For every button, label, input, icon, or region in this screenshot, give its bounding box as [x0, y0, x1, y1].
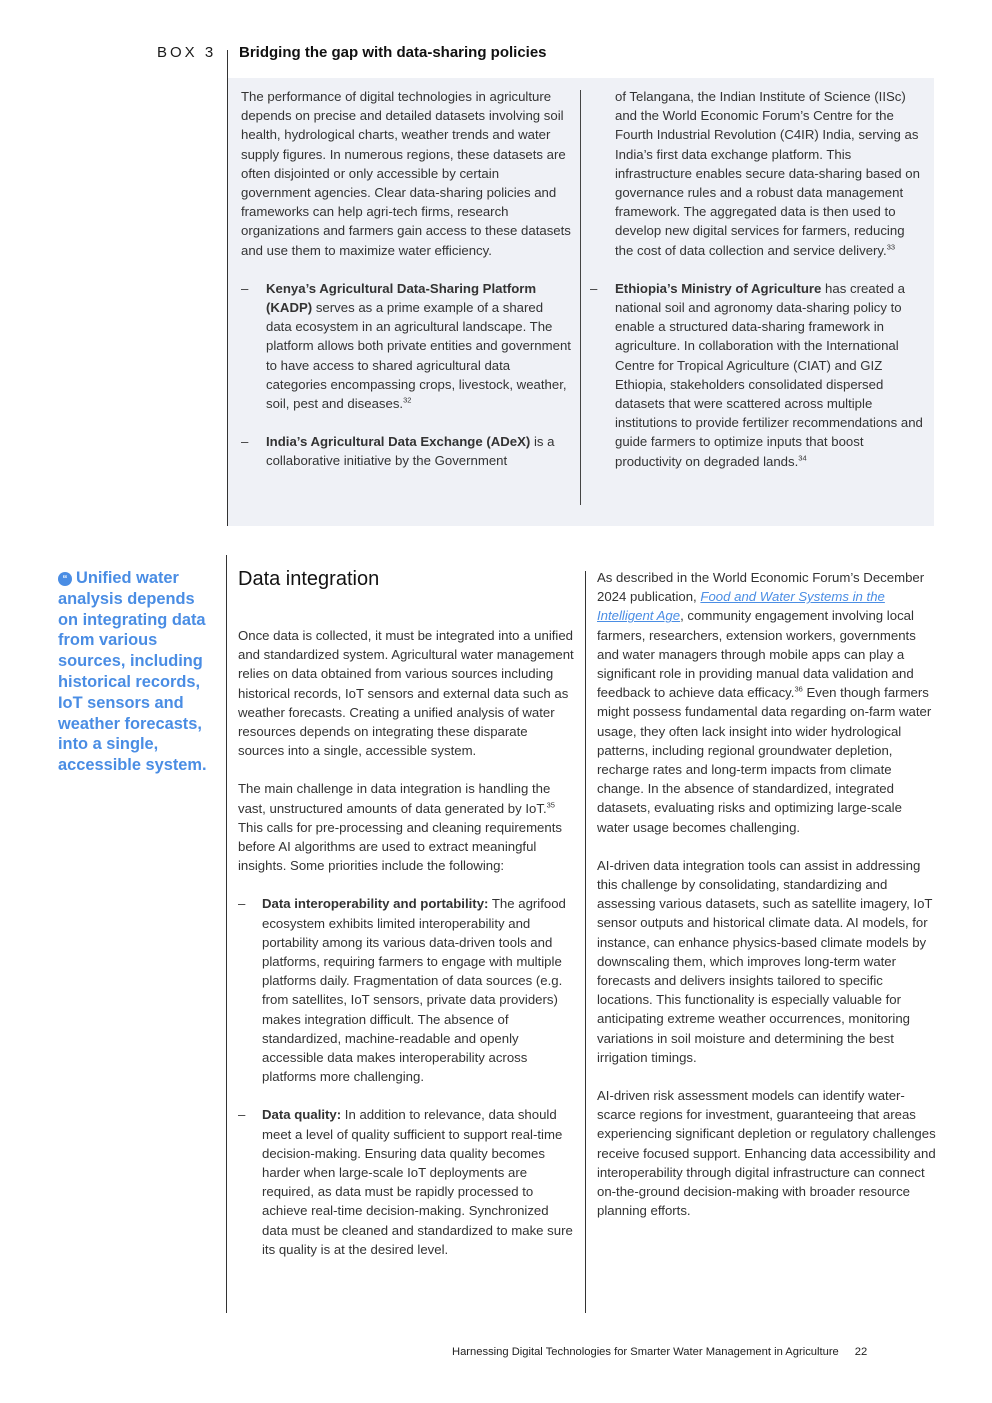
- bullet-text: The agrifood ecosystem exhibits limited interoperability and portability among its various data-driven tools and platforms, requiring farmers to engage with multiple platforms daily. Fragmentation of data sources (e.g. from satellites, IoT sensors, private data providers) makes integration difficult. The absence of standardized, machine-readable and openly accessible data makes interoperability across platforms more challenging.: [262, 896, 566, 1085]
- paragraph: AI-driven risk assessment models can identify water-scarce regions for investment, guaranteeing that areas experiencing significant depletion or regulatory challenges receive focused support. Enhancing data accessibility and interoperability through digital infrastructure can connect on-the-ground decision-making with broader resource planning efforts.: [597, 1088, 936, 1219]
- paragraph-text: As described in the World Economic Forum’s December 2024 publication,: [597, 570, 925, 605]
- footer-title: Harnessing Digital Technologies for Smarter Water Management in Agriculture: [452, 1346, 839, 1358]
- bullet-text: serves as a prime example of a shared data ecosystem in an agricultural landscape. The platform allows both private entities and government to have access to shared agricultural data categories encompassing crops, livestock, weather, soil, pest and diseases.: [266, 300, 571, 412]
- paragraph: Once data is collected, it must be integrated into a unified and standardized system. Agricultural water management relies on data obtained from various sources including historical records, IoT sensors and external data such as weather forecasts. Creating a unified analysis of water resources depends on integrating these disparate sources into a single, accessible system.: [238, 628, 574, 759]
- pull-quote-text: Unified water analysis depends on integrating data from various sources, including historical records, IoT sensors and weather forecasts, into a single, accessible system.: [58, 569, 207, 775]
- box-bullet-india-continued: [615, 87, 925, 260]
- bullet-interoperability: [238, 894, 576, 1086]
- box-bullet-ethiopia: [590, 279, 925, 471]
- bullet-bold: Kenya’s Agricultural Data-Sharing Platform (KADP): [266, 280, 537, 316]
- box-label: BOX 3: [157, 44, 217, 61]
- box-title: Bridging the gap with data-sharing policies: [239, 44, 547, 61]
- section-heading: Data integration: [238, 568, 380, 590]
- box-column-left: [241, 87, 571, 471]
- paragraph-text: This calls for pre-processing and cleaning requirements before AI algorithms are used to extract meaningful insights. Some priorities include the following:: [238, 819, 562, 874]
- bullet-bold: Ethiopia’s Ministry of Agriculture: [615, 280, 822, 296]
- pull-quote: [58, 568, 218, 776]
- section-divider-line: [226, 555, 227, 1313]
- paragraph: [597, 568, 937, 837]
- bullet-dash: –: [590, 280, 598, 296]
- page-footer: [452, 1346, 867, 1358]
- bullet-dash: –: [241, 280, 249, 296]
- bullet-bold: Data quality:: [262, 1107, 342, 1123]
- bullet-dash: –: [238, 896, 246, 912]
- box-bullet-kenya: [241, 279, 571, 413]
- bullet-bold: India’s Agricultural Data Exchange (ADeX): [266, 434, 531, 450]
- paragraph: AI-driven data integration tools can assist in addressing this challenge by consolidating, standardizing and assessing various datasets, such as satellite imagery, IoT sensor outputs and historical climate data. AI models, for instance, can enhance physics-based climate models by downscaling them, which improves long-term water forecasts and delivers insights tailored to specific locations. This functionality is especially valuable for anticipating extreme weather occurrences, monitoring variations in soil moisture and determining the best irrigation timings.: [597, 857, 933, 1065]
- publication-link[interactable]: Food and Water Systems in the Intelligent Age: [597, 589, 885, 624]
- footnote-ref[interactable]: 32: [403, 395, 412, 405]
- bullet-text: has created a national soil and agronomy data-sharing policy to enable a structured data-sharing framework in agriculture. In collaboration with the International Centre for Tropical Agriculture (CIAT) and GIZ Ethiopia, stakeholders consolidated dispersed datasets that were scattered across multiple institutions to provide fertilizer recommendations and guide farmers to optimize inputs that boost productivity on degraded lands.: [615, 280, 923, 469]
- paragraph: [238, 779, 576, 875]
- section-column-divider: [585, 571, 586, 1313]
- box-intro: The performance of digital technologies in agriculture depends on precise and detailed datasets involving soil health, hydrological charts, weather trends and water supply figures. In numerous regions, these datasets are often disjointed or only accessible by certain government agencies. Clear data-sharing policies and frameworks can help agri-tech firms, research organizations and farmers gain access to these datasets and use them to maximize water efficiency.: [241, 89, 571, 258]
- footnote-ref[interactable]: 34: [798, 453, 807, 463]
- paragraph-text: , community engagement involving local farmers, researchers, extension workers, governments and water managers through mobile apps can play a significant role in providing manual data validation and feedback to achieve data efficacy.: [597, 608, 916, 701]
- box-column-divider: [580, 90, 581, 505]
- bullet-data-quality: [238, 1105, 576, 1259]
- bullet-text: is a collaborative initiative by the Government: [266, 434, 555, 469]
- bullet-bold: Data interoperability and portability:: [262, 896, 489, 912]
- box-bullet-india: [241, 432, 571, 470]
- footnote-ref[interactable]: 33: [886, 242, 896, 252]
- footnote-ref[interactable]: 35: [546, 800, 555, 810]
- footnote-ref[interactable]: 36: [794, 684, 803, 694]
- paragraph-text: The main challenge in data integration is handling the vast, unstructured amounts of data generated by IoT.: [238, 781, 551, 816]
- bullet-dash: –: [238, 1107, 246, 1123]
- bullet-dash: –: [241, 434, 249, 450]
- bullet-text: In addition to relevance, data should meet a level of quality sufficient to support real-time decision-making. Ensuring data quality becomes harder when large-scale IoT deployments are required, as data must be rapidly processed to achieve real-time decision-making. Synchronized data must be cleaned and standardized to make sure its quality is at the desired level.: [262, 1107, 573, 1257]
- bullet-text: of Telangana, the Indian Institute of Science (IISc) and the World Economic Forum’s Centre for the Fourth Industrial Revolution (C4IR) India, serving as India’s first data exchange platform. This infrastructure enables secure data-sharing based on governance rules and a robust data management framework. The aggregated data is then used to develop new digital services for farmers, reducing the cost of data collection and service delivery.: [615, 89, 920, 258]
- box-column-right: [590, 87, 925, 471]
- paragraph-text: Even though farmers might possess fundamental data regarding on-farm water usage, they often lack insight into wider hydrological patterns, including regional groundwater depletion, recharge rates and long-term impacts from climate change. In the absence of standardized, integrated datasets, evaluating risks and optimizing large-scale water usage becomes challenging.: [597, 685, 932, 835]
- quote-icon: “: [58, 572, 72, 586]
- section-column-left: [238, 626, 576, 1259]
- section-column-right: [597, 568, 937, 1221]
- page-number: 22: [854, 1346, 868, 1358]
